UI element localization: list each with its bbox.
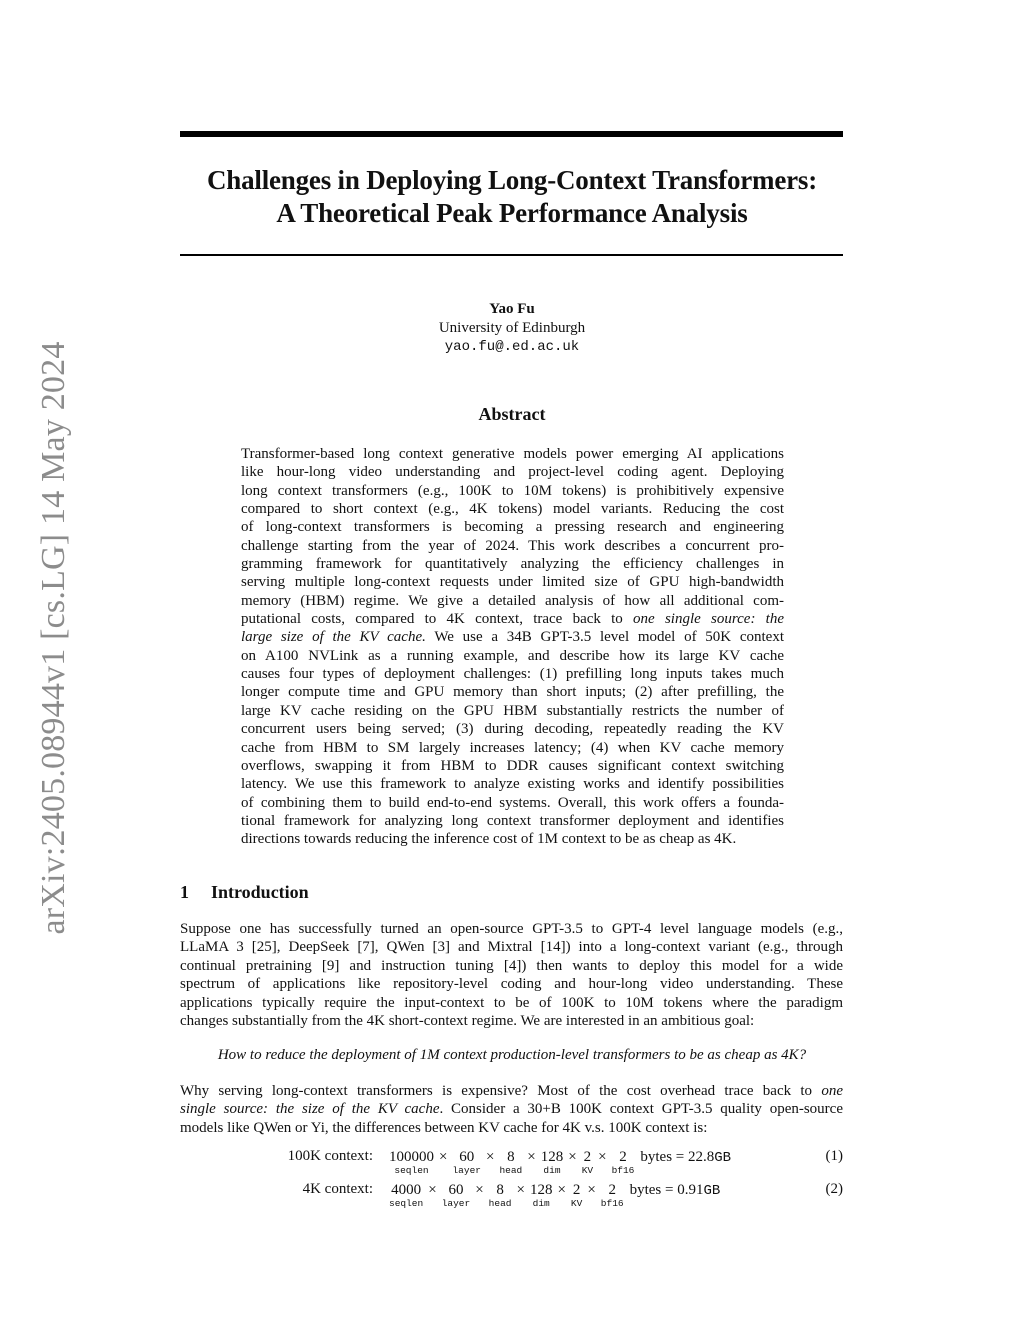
abstract-line	[241, 628, 784, 646]
term-value: 128	[540, 1149, 564, 1165]
abstract-line: directions towards reducing the inference cost of 1M context to be as cheap as 4K.	[241, 831, 737, 848]
abstract-line: of long-context transformers is becoming a pressing research and engineering	[241, 519, 784, 536]
equation-label: 4K context:	[302, 1181, 373, 1197]
abstract-line: latency. We use this framework to analyze existing works and identify possibilities	[241, 776, 784, 793]
equation-1	[180, 1148, 843, 1178]
times-operator: ×	[568, 1149, 577, 1165]
abstract-line: Transformer-based long context generative models power emerging AI applications	[241, 446, 784, 462]
abstract-line: on A100 NVLink as a running example, and describe how its large KV cache	[241, 647, 784, 664]
term-subscript: seqlen	[394, 1165, 429, 1176]
abstract-line: serving multiple long-context requests under limited size of GPU high-bandwidth	[241, 574, 784, 591]
times-operator: ×	[527, 1149, 536, 1165]
eq-term	[452, 1148, 481, 1176]
author-affiliation: University of Edinburgh	[438, 320, 586, 336]
author-email: yao.fu@.ed.ac.uk	[444, 339, 580, 355]
abstract-heading: Abstract	[478, 404, 546, 424]
eq-term	[541, 1148, 564, 1176]
abstract-line: like hour-long video understanding and project-level coding agent. Deploying	[241, 464, 784, 481]
term-subscript: head	[488, 1198, 512, 1209]
term-subscript: layer	[441, 1198, 471, 1209]
term-subscript: KV	[570, 1198, 583, 1209]
abstract-line: compared to short context (e.g., 4K tokens) model variants. Reducing the cost	[241, 501, 784, 518]
term-subscript: layer	[452, 1165, 481, 1176]
eq-term	[489, 1181, 512, 1209]
term-value: 60	[448, 1182, 464, 1198]
term-subscript: dim	[532, 1198, 550, 1209]
intro-paragraph-1	[180, 920, 843, 1030]
body-emphasis: single source: the size of the KV cache	[180, 1101, 440, 1118]
body-text: Why serving long-context transformers is expensive? Most of the cost overhead trace back to	[180, 1083, 822, 1099]
intro-paragraph-2	[180, 1082, 843, 1137]
term-value: 2	[619, 1149, 627, 1165]
body-line	[180, 1100, 843, 1118]
eq-term	[612, 1148, 635, 1176]
term-value: 8	[507, 1149, 515, 1165]
body-line	[180, 1082, 843, 1100]
title-top-rule	[180, 131, 843, 137]
term-value: 2	[572, 1182, 581, 1198]
equation-expression	[387, 1148, 734, 1176]
times-operator: ×	[428, 1182, 437, 1198]
term-subscript: seqlen	[389, 1198, 424, 1209]
term-subscript: dim	[543, 1165, 561, 1176]
abstract-line: longer compute time and GPU memory than short inputs; (2) after prefilling, the	[241, 684, 784, 701]
abstract-line: gramming framework for quantitatively analyzing the efficiency challenges in	[241, 556, 784, 573]
eq-term	[499, 1148, 522, 1176]
term-subscript: KV	[581, 1165, 594, 1176]
times-operator: ×	[598, 1149, 607, 1165]
body-line: applications typically require the input-context to be of 100K to 10M tokens where the paradigm	[180, 994, 843, 1011]
abstract-line: challenge starting from the year of 2024. This work describes a concurrent pro-	[241, 537, 784, 554]
term-value: 8	[496, 1182, 504, 1198]
equation-number: (1)	[825, 1148, 843, 1164]
term-value: 60	[459, 1149, 475, 1165]
abstract-emphasis: large size of the KV cache.	[241, 629, 426, 646]
body-text: . Consider a 30+B 100K context GPT-3.5 quality open-source	[439, 1101, 843, 1118]
body-line: LLaMA 3 [25], DeepSeek [7], QWen [3] and Mixtral [14]) into a long-context variant (e.g., through	[180, 939, 843, 956]
arxiv-identifier: arXiv:2405.08944v1 [cs.LG] 14 May 2024	[35, 341, 72, 935]
abstract-line: tional framework for analyzing long context transformer deployment and identifies	[241, 812, 784, 829]
eq-term	[582, 1148, 593, 1176]
times-operator: ×	[516, 1182, 525, 1198]
body-emphasis: one	[821, 1083, 843, 1099]
eq-term	[389, 1181, 423, 1209]
term-subscript: bf16	[600, 1198, 624, 1209]
paper-title	[150, 164, 874, 230]
abstract-line: concurrent users being served; (3) during decoding, repeatedly reading the KV	[241, 721, 784, 738]
times-operator: ×	[475, 1182, 484, 1198]
result-unit: GB	[714, 1150, 732, 1166]
abstract-line: long context transformers (e.g., 100K to 10M tokens) is prohibitively expensive	[241, 482, 784, 499]
term-value: 2	[583, 1149, 592, 1165]
term-subscript: bf16	[611, 1165, 635, 1176]
times-operator: ×	[557, 1182, 566, 1198]
eq-term	[442, 1181, 471, 1209]
term-value: 2	[608, 1182, 616, 1198]
title-line-1: Challenges in Deploying Long-Context Transformers:	[207, 165, 817, 195]
section-title: Introduction	[211, 882, 309, 902]
abstract-body	[241, 445, 784, 849]
term-subscript: head	[499, 1165, 523, 1176]
equation-label: 100K context:	[287, 1148, 373, 1164]
equation-2	[180, 1181, 843, 1211]
body-line: Suppose one has successfully turned an open-source GPT-3.5 to GPT-4 level language models (e.g.,	[180, 921, 843, 937]
equation-number: (2)	[825, 1181, 843, 1197]
eq-term	[601, 1181, 624, 1209]
result-text: bytes = 22.8	[640, 1149, 715, 1165]
result-unit: GB	[703, 1183, 721, 1199]
body-line: models like QWen or Yi, the differences between KV cache for 4K v.s. 100K context is:	[180, 1119, 708, 1136]
abstract-text: putational costs, compared to 4K context, trace back to	[241, 611, 634, 628]
times-operator: ×	[439, 1149, 448, 1165]
research-question: How to reduce the deployment of 1M context production-level transformers to be as cheap as 4K?	[217, 1047, 807, 1063]
section-heading	[180, 882, 309, 903]
title-bottom-rule	[180, 254, 843, 256]
equation-expression	[387, 1181, 723, 1209]
equation-result	[630, 1181, 721, 1200]
eq-term	[571, 1181, 582, 1209]
author-name: Yao Fu	[489, 301, 535, 317]
term-value: 4000	[391, 1182, 422, 1198]
result-text: bytes = 0.91	[629, 1182, 704, 1198]
body-line: continual pretraining [9] and instruction tuning [4]) then wants to deploy this model for a wide	[180, 957, 843, 974]
abstract-line: large KV cache residing on the GPU HBM substantially restricts the number of	[241, 702, 784, 719]
abstract-line: cache from HBM to SM largely increases latency; (4) when KV cache memory	[241, 739, 784, 756]
abstract-text: We use a 34B GPT-3.5 level model of 50K context	[425, 629, 785, 646]
term-value: 100000	[389, 1149, 434, 1165]
abstract-line: overflows, swapping it from HBM to DDR causes significant context switching	[241, 757, 784, 774]
author-block	[0, 300, 1024, 357]
section-number: 1	[180, 882, 189, 902]
times-operator: ×	[587, 1182, 596, 1198]
abstract-line: causes four types of deployment challenges: (1) prefilling long inputs takes much	[241, 666, 784, 683]
abstract-line: of combining them to build end-to-end systems. Overall, this work offers a founda-	[241, 794, 784, 811]
equation-result	[640, 1148, 731, 1167]
body-line: changes substantially from the 4K short-context regime. We are interested in an ambitious goal:	[180, 1013, 755, 1030]
body-line: spectrum of applications like repository-level coding and hour-long video understanding. These	[180, 976, 843, 993]
title-line-2: A Theoretical Peak Performance Analysis	[276, 198, 748, 228]
times-operator: ×	[485, 1149, 495, 1165]
abstract-emphasis: one single source: the	[633, 611, 785, 628]
abstract-line: memory (HBM) regime. We give a detailed analysis of how all additional com-	[241, 592, 784, 609]
eq-term	[389, 1148, 434, 1176]
term-value: 128	[529, 1182, 553, 1198]
eq-term	[530, 1181, 553, 1209]
abstract-line	[241, 610, 784, 628]
